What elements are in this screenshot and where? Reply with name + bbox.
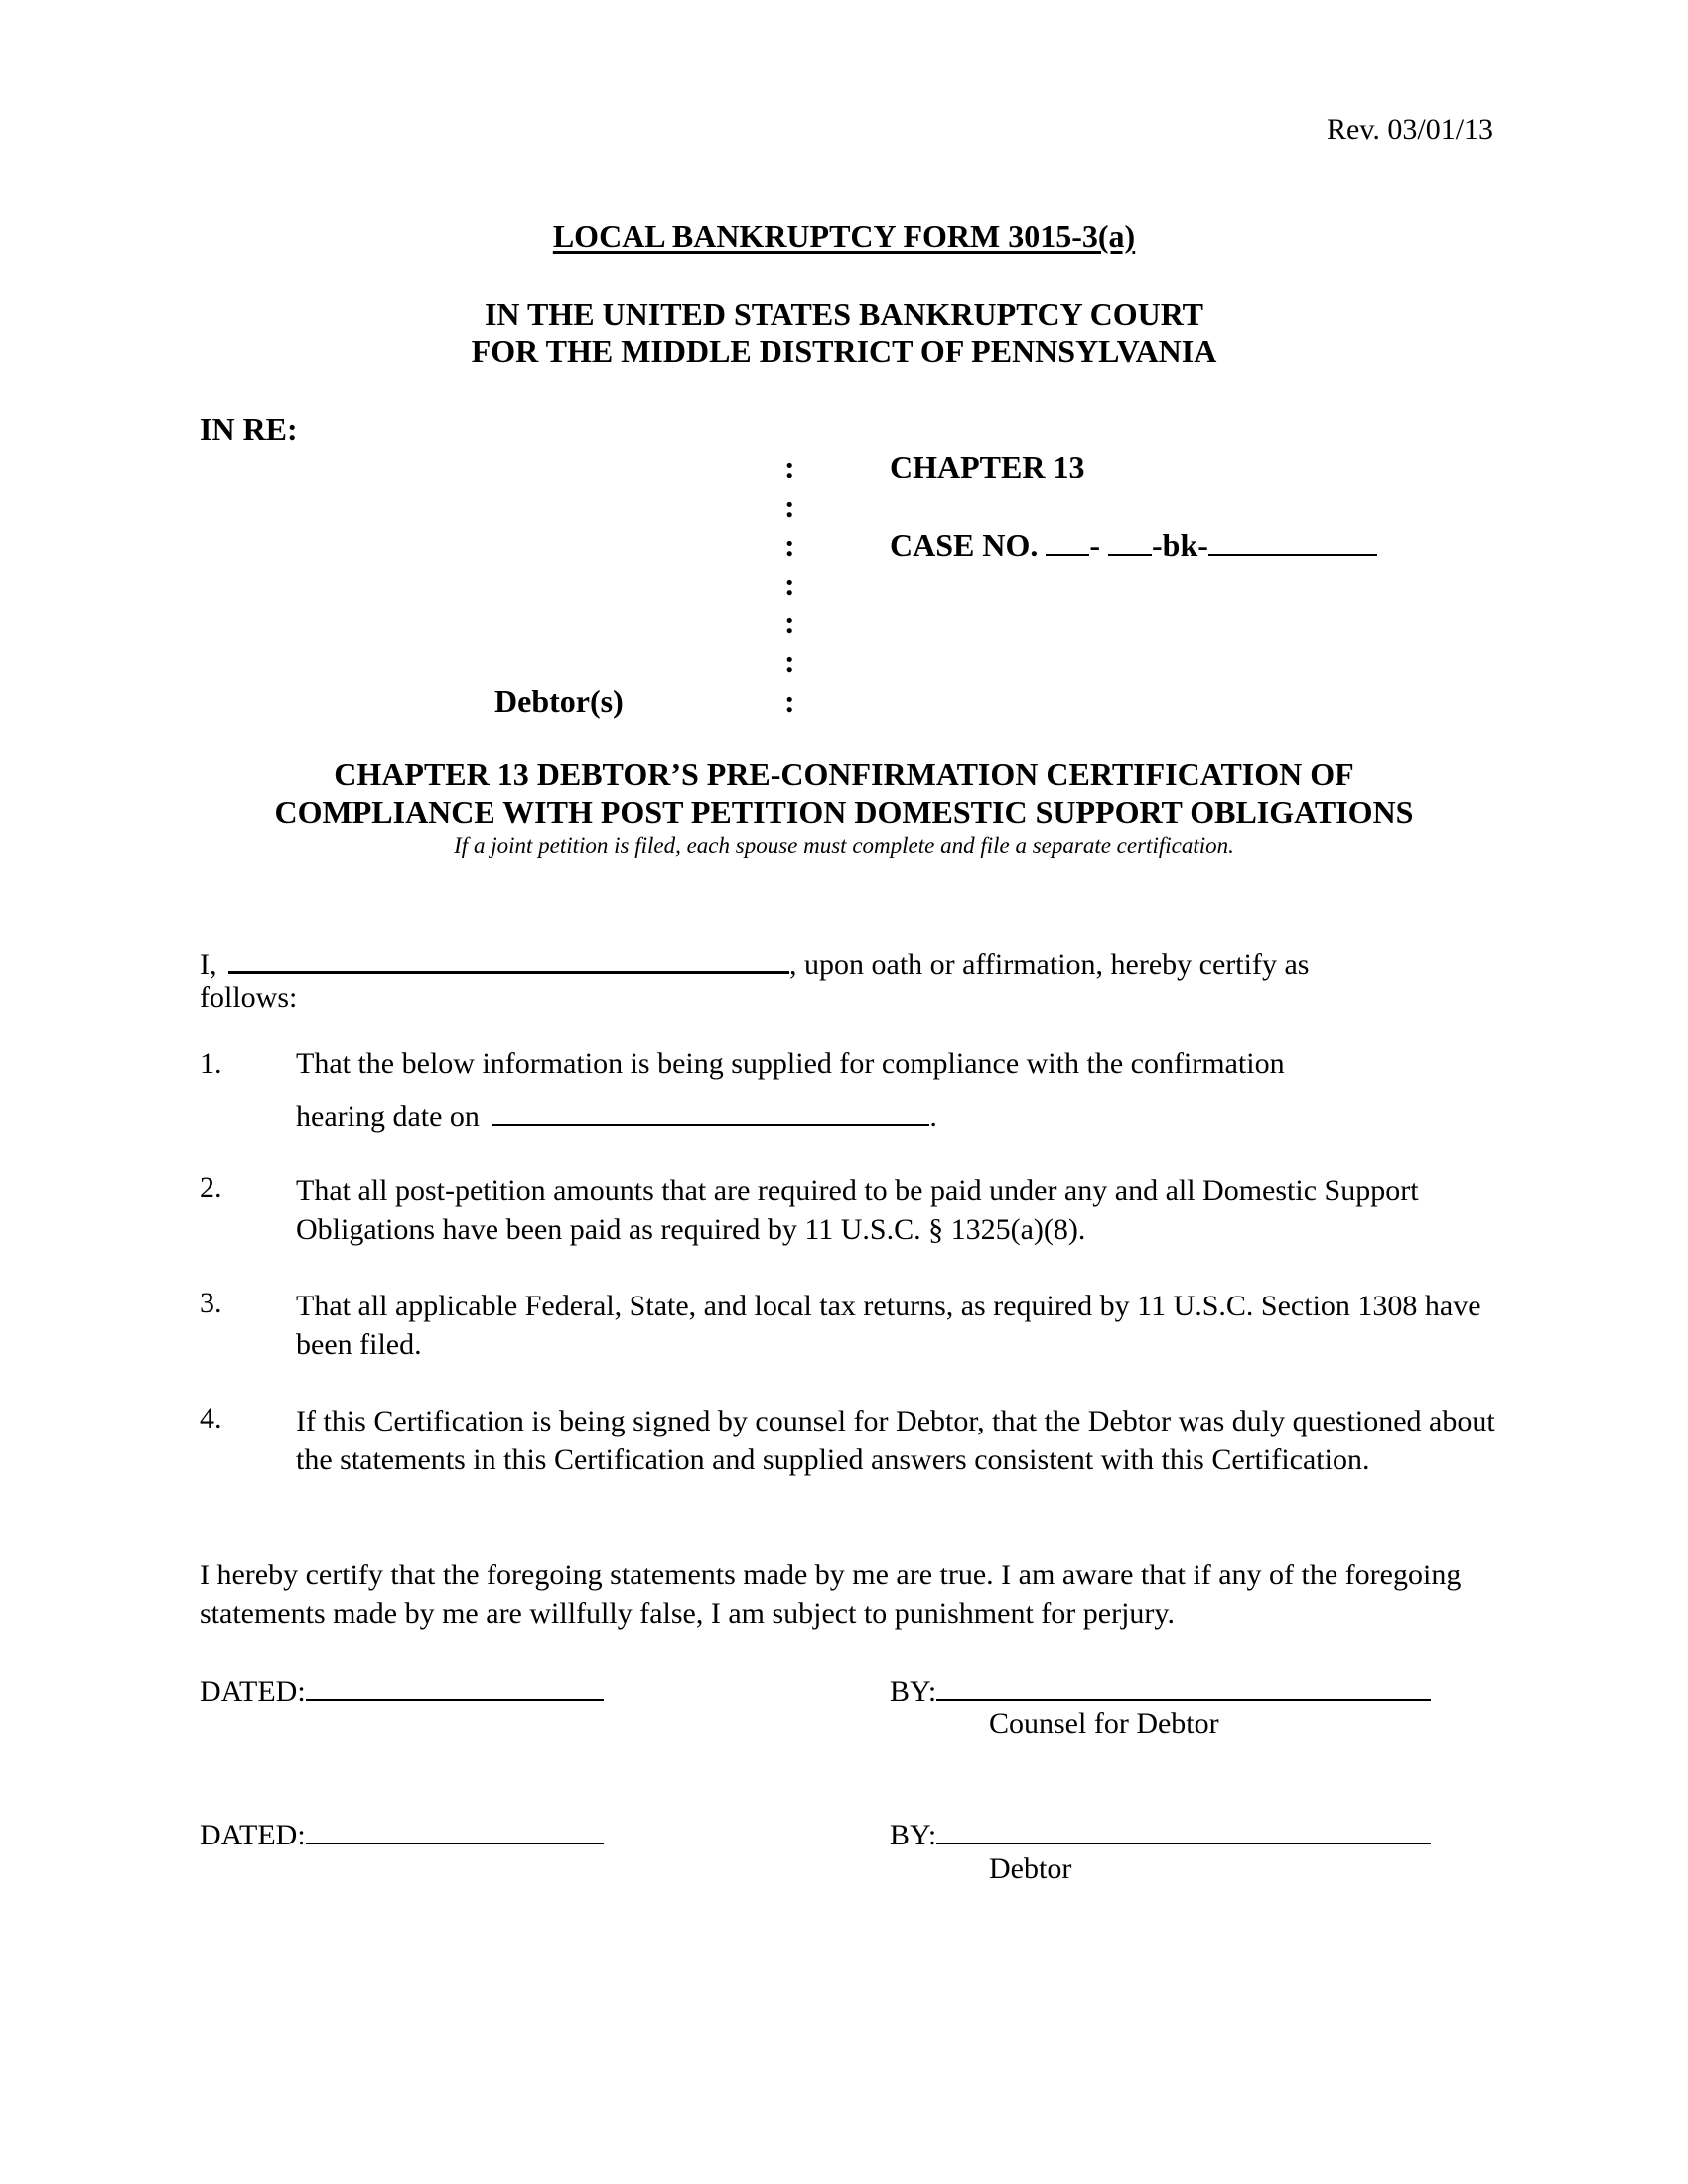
intro-prefix: I, [200, 948, 217, 981]
court-name-line1: IN THE UNITED STATES BANKRUPTCY COURT [484, 296, 1204, 332]
by-label: BY: [890, 1675, 937, 1707]
hearing-date-label: hearing date on [296, 1100, 480, 1133]
case-no-separator: - [1089, 527, 1101, 563]
intro-line [200, 943, 1309, 982]
case-no-label: CASE NO. [890, 527, 1039, 563]
case-number [890, 526, 1377, 564]
caption-colon: : [784, 449, 795, 484]
caption-colon: : [784, 643, 795, 679]
intro-suffix: , upon oath or affirmation, hereby certify as [789, 948, 1310, 981]
hearing-date-field[interactable] [492, 1096, 929, 1126]
certification-title-line2: COMPLIANCE WITH POST PETITION DOMESTIC SUPPORT OBLIGATIONS [274, 794, 1414, 830]
signature-field-counsel[interactable] [936, 1671, 1431, 1701]
signature-field-debtor[interactable] [936, 1815, 1431, 1844]
item-number: 2. [200, 1171, 222, 1204]
item-number: 4. [200, 1402, 222, 1434]
case-no-field-year[interactable] [1046, 526, 1089, 556]
joint-petition-note: If a joint petition is filed, each spouse must complete and file a separate certification. [454, 833, 1234, 858]
item-4-text: If this Certification is being signed by counsel for Debtor, that the Debtor was duly questioned about the statements in this Certification and supplied answers consistent with this Certification. [296, 1405, 1495, 1476]
item-number: 1. [200, 1047, 222, 1080]
item-3-text: That all applicable Federal, State, and local tax returns, as required by 11 U.S.C. Section 1308 have been filed. [296, 1290, 1481, 1361]
intro-line2: follows: [200, 981, 298, 1014]
caption-colon: : [784, 488, 795, 524]
dated-label: DATED: [200, 1819, 306, 1851]
by-label: BY: [890, 1819, 937, 1851]
item-1-period: . [929, 1100, 937, 1133]
item-1-hearing-line [296, 1096, 937, 1134]
debtor-label: Debtor(s) [494, 683, 624, 719]
declarant-name-field[interactable] [228, 943, 789, 974]
caption-colon: : [784, 683, 795, 719]
court-name-line2: FOR THE MIDDLE DISTRICT OF PENNSYLVANIA [471, 334, 1217, 369]
date-field-counsel[interactable] [306, 1671, 604, 1701]
case-no-field-office[interactable] [1108, 526, 1152, 556]
perjury-statement: I hereby certify that the foregoing statements made by me are true. I am aware that if any of the foregoing statements made by me are willfully false, I am subject to punishment for perjury. [200, 1559, 1462, 1630]
case-no-separator: -bk- [1152, 527, 1208, 563]
signer-role: Debtor [989, 1852, 1072, 1885]
by-line [890, 1671, 1431, 1708]
caption-colon: : [784, 527, 795, 563]
case-no-field-number[interactable] [1208, 526, 1377, 556]
item-1-text: That the below information is being supplied for compliance with the confirmation [296, 1047, 1285, 1080]
dated-label: DATED: [200, 1675, 306, 1707]
signer-role: Counsel for Debtor [989, 1707, 1219, 1740]
dated-line [200, 1815, 604, 1852]
revision-date: Rev. 03/01/13 [1327, 113, 1494, 146]
dated-line [200, 1671, 604, 1708]
form-title: LOCAL BANKRUPTCY FORM 3015-3(a) [552, 218, 1136, 254]
caption-colon: : [784, 605, 795, 640]
caption-colon: : [784, 566, 795, 602]
item-2-text: That all post-petition amounts that are required to be paid under any and all Domestic Support Obligations have been paid as required by 11 U.S.C. § 1325(a)(8). [296, 1174, 1419, 1246]
item-number: 3. [200, 1287, 222, 1319]
chapter-label: CHAPTER 13 [890, 449, 1085, 484]
by-line [890, 1815, 1431, 1852]
in-re-label: IN RE: [200, 411, 298, 447]
certification-title-line1: CHAPTER 13 DEBTOR’S PRE-CONFIRMATION CERTIFICATION OF [334, 756, 1354, 792]
date-field-debtor[interactable] [306, 1815, 604, 1844]
